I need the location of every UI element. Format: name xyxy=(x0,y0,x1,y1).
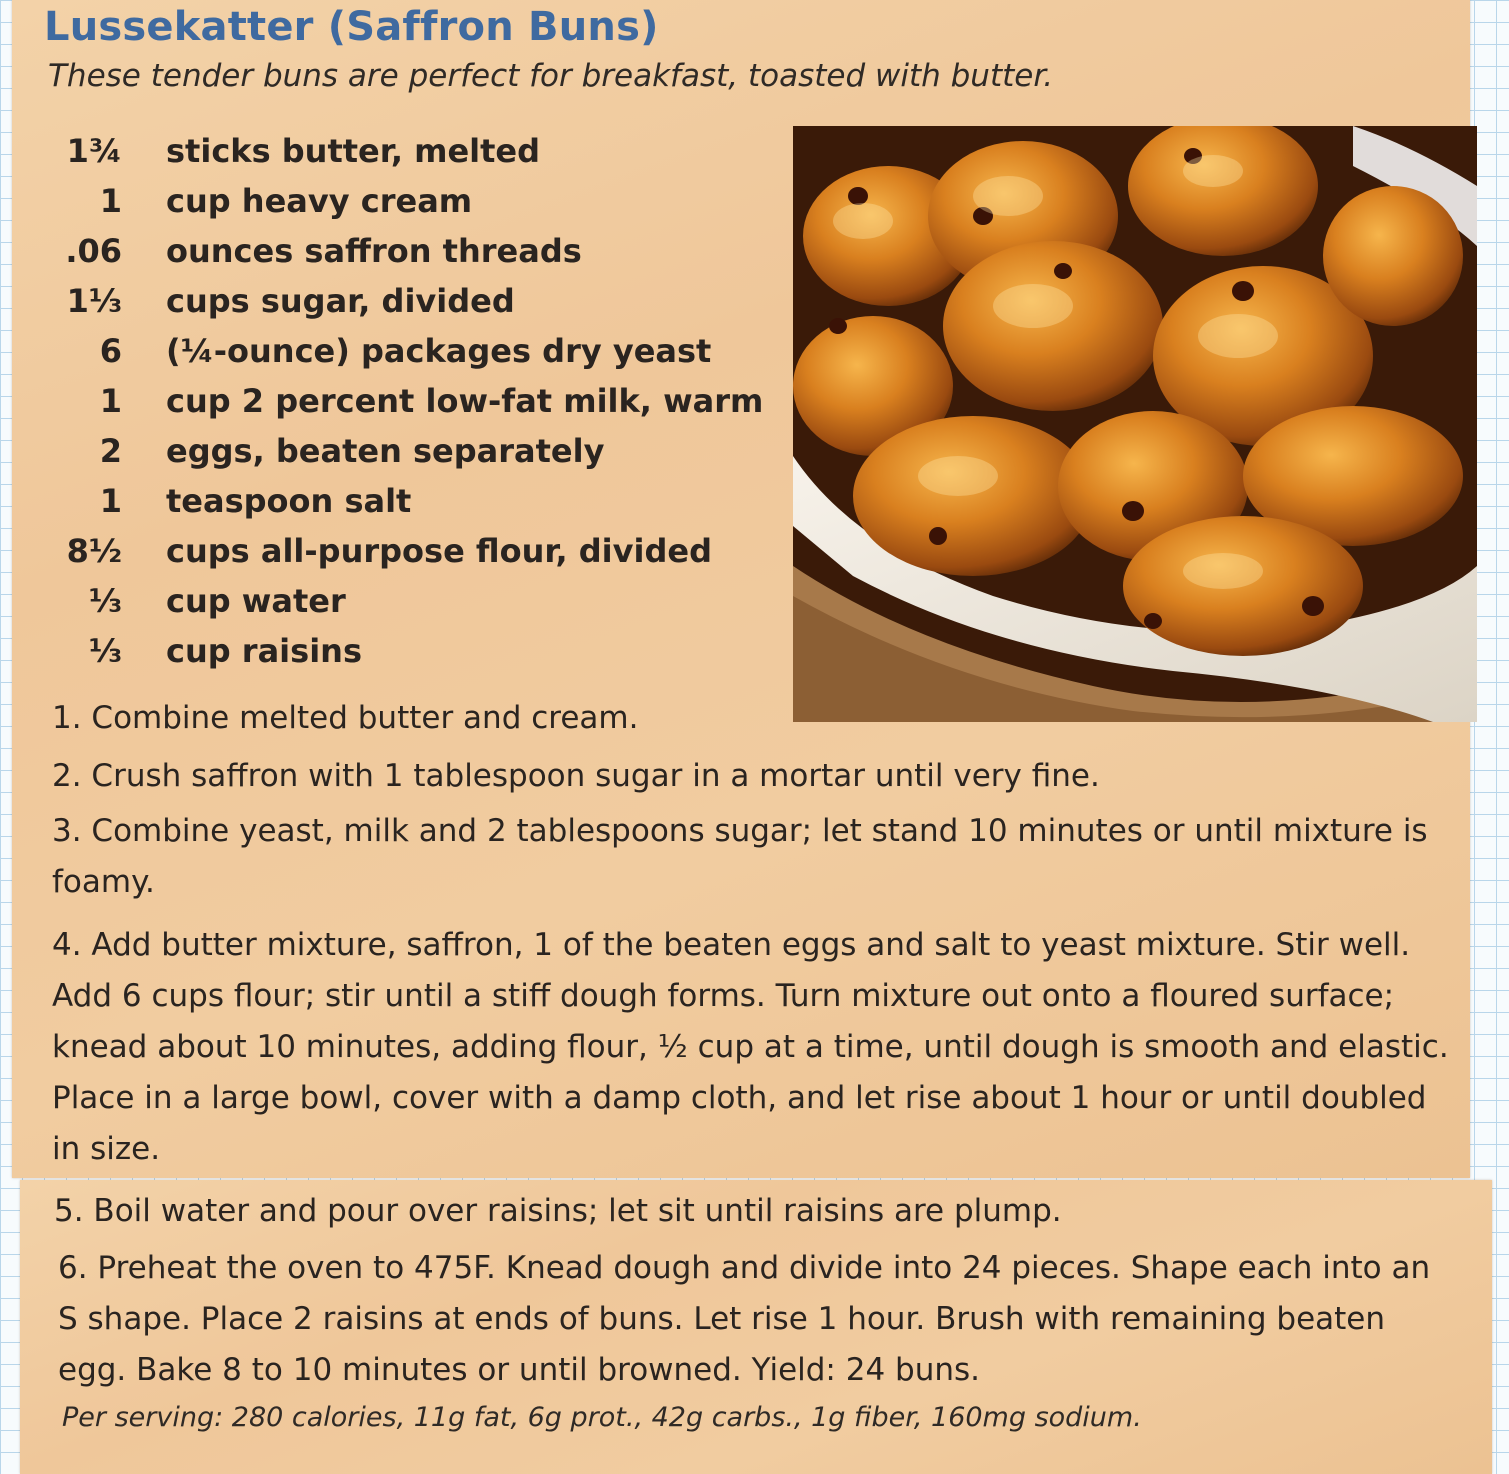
ingredient-row xyxy=(40,276,800,326)
ingredient-qty: .06 xyxy=(65,232,122,270)
ingredient-desc: teaspoon salt xyxy=(166,482,412,520)
ingredient-row xyxy=(40,626,800,676)
ingredient-desc: cups all-purpose flour, divided xyxy=(166,532,712,570)
ingredient-qty: 1¾ xyxy=(66,132,122,170)
ingredient-desc: cup water xyxy=(166,582,346,620)
ingredient-qty: 6 xyxy=(99,332,122,370)
ingredient-desc: cup raisins xyxy=(166,632,362,670)
ingredient-qty: 1⅓ xyxy=(66,282,122,320)
ingredient-row xyxy=(40,376,800,426)
ingredient-row xyxy=(40,326,800,376)
ingredient-desc: cup heavy cream xyxy=(166,182,473,220)
step-2: 2. Crush saffron with 1 tablespoon sugar in a mortar until very fine. xyxy=(52,758,1100,794)
ingredient-qty: 2 xyxy=(99,432,122,470)
nutrition-info: Per serving: 280 calories, 11g fat, 6g prot., 42g carbs., 1g fiber, 160mg sodium. xyxy=(62,1402,1142,1433)
ingredient-list xyxy=(40,126,800,676)
ingredient-qty: ⅓ xyxy=(88,632,122,670)
ingredient-row xyxy=(40,476,800,526)
ingredient-qty: 1 xyxy=(99,382,122,420)
recipe-title: Lussekatter (Saffron Buns) xyxy=(44,4,659,50)
ingredient-row xyxy=(40,226,800,276)
ingredient-qty: 8½ xyxy=(66,532,122,570)
ingredient-desc: cups sugar, divided xyxy=(166,282,515,320)
saffron-buns-photo xyxy=(793,126,1477,722)
ingredient-qty: ⅓ xyxy=(88,582,122,620)
ingredient-desc: ounces saffron threads xyxy=(166,232,582,270)
step-1: 1. Combine melted butter and cream. xyxy=(52,700,639,736)
step-4: 4. Add butter mixture, saffron, 1 of the beaten eggs and salt to yeast mixture. Stir well. Add 6 cups flour; stir until a stiff dough forms. Turn mixture out onto a floured surface; knead about 10 minutes, adding flour, ½ cup at a time, until dough is smooth and elastic. Place in a large bowl, cover with a damp cloth, and let rise about 1 hour or until doubled in size. xyxy=(52,927,1449,1167)
ingredient-row xyxy=(40,526,800,576)
step-3: 3. Combine yeast, milk and 2 tablespoons sugar; let stand 10 minutes or until mixture is foamy. xyxy=(52,813,1428,900)
recipe-subtitle: These tender buns are perfect for breakfast, toasted with butter. xyxy=(48,58,1054,94)
ingredient-desc: sticks butter, melted xyxy=(166,132,541,170)
step-5: 5. Boil water and pour over raisins; let sit until raisins are plump. xyxy=(54,1193,1062,1229)
ingredient-row xyxy=(40,126,800,176)
ingredient-desc: cup 2 percent low-fat milk, warm xyxy=(166,382,764,420)
ingredient-qty: 1 xyxy=(99,482,122,520)
ingredient-row xyxy=(40,576,800,626)
ingredient-row xyxy=(40,176,800,226)
ingredient-qty: 1 xyxy=(99,182,122,220)
ingredient-row xyxy=(40,426,800,476)
step-6: 6. Preheat the oven to 475F. Knead dough and divide into 24 pieces. Shape each into an S shape. Place 2 raisins at ends of buns. Let rise 1 hour. Brush with remaining beaten egg. Bake 8 to 10 minutes or until browned. Yield: 24 buns. xyxy=(58,1250,1431,1388)
ingredient-desc: eggs, beaten separately xyxy=(166,432,605,470)
ingredient-desc: (¼-ounce) packages dry yeast xyxy=(166,332,712,370)
